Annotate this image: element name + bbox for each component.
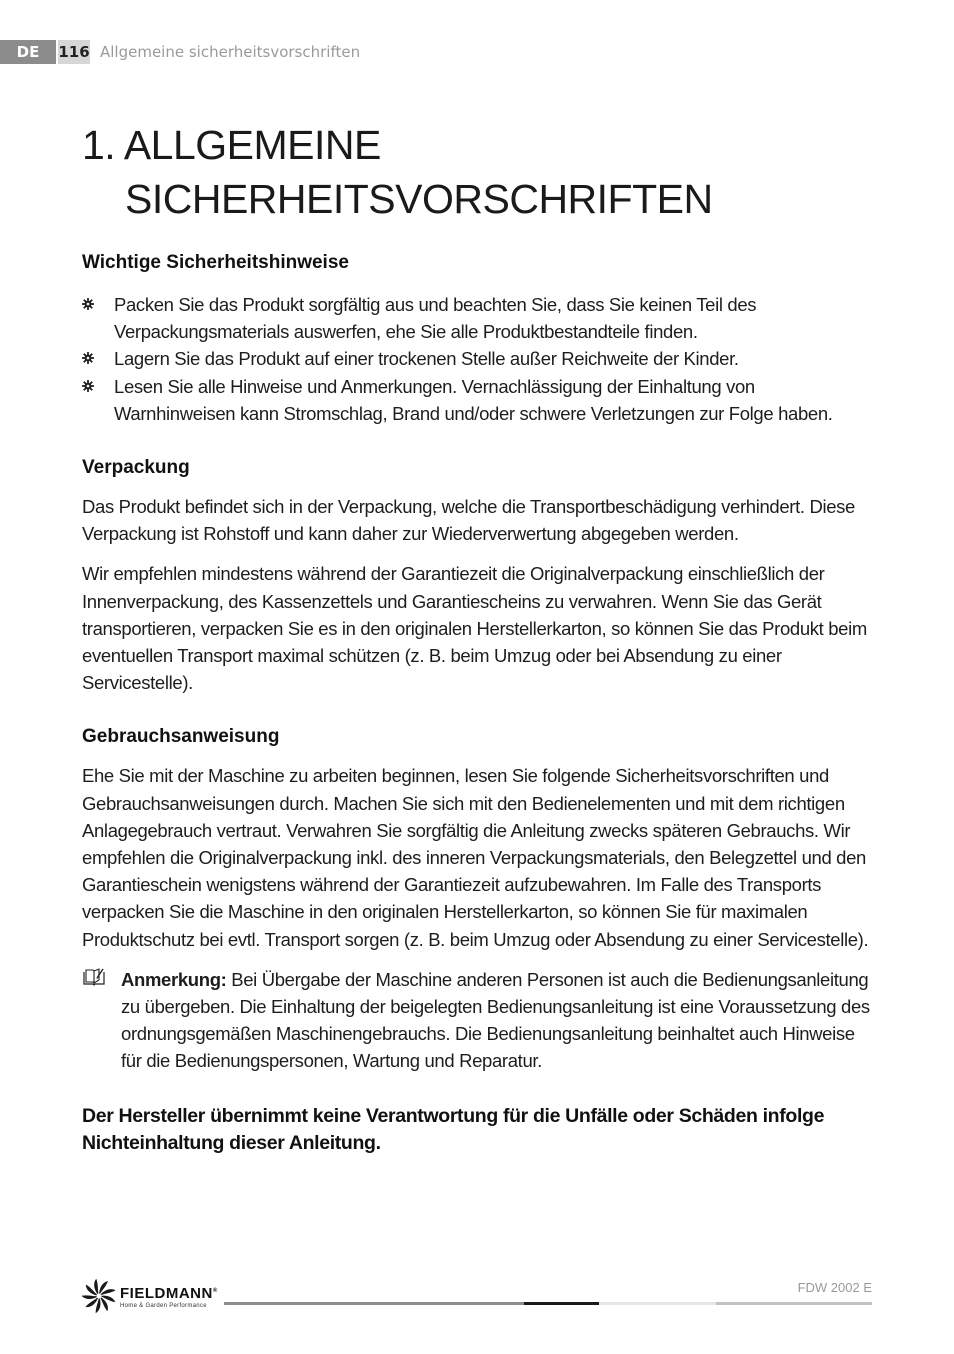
instructions-paragraph: Ehe Sie mit der Maschine zu arbeiten beginnen, lesen Sie folgende Sicherheitsvorschriften und Gebrauchsanweisungen durch. Machen Sie sich mit den Bedienelementen und mit dem richtigen Anlagegebrauch vertraut. Verwahren Sie sorgfältig die Anleitung zwecks späteren Gebrauchs. Wir empfehlen die Originalverpackung inkl. des inneren Verpackungsmaterials, den Belegzettel und den Garantieschein wenigstens während der Garantiezeit aufzubewahren. Im Falle des Transports verpacken Sie die Maschine in den originalen Herstellerkarton, so können Sie für maximalen Produktschutz bei evtl. Transport sorgen (z. B. beim Umzug oder Absendung zu einer Servicestelle). xyxy=(82,765,869,950)
note-paragraph xyxy=(121,966,877,1075)
chapter-title xyxy=(82,118,877,226)
bullet-text: Lagern Sie das Produkt auf einer trockenen Stelle außer Reichweite der Kinder. xyxy=(114,348,739,370)
brand-tagline: Home & Garden Performance xyxy=(120,1302,207,1309)
section-heading-instructions: Gebrauchsanweisung xyxy=(82,726,280,748)
gear-bullet-icon xyxy=(82,298,94,310)
safety-bullet-list xyxy=(82,291,877,427)
section-heading-safety: Wichtige Sicherheitshinweise xyxy=(82,252,349,273)
section-heading-packaging: Verpackung xyxy=(82,457,190,479)
footer-rule-segment xyxy=(524,1302,599,1305)
bullet-text: Lesen Sie alle Hinweise und Anmerkungen. Vernachlässigung der Einhaltung von Warnhinweisen kann Stromschlag, Brand und/oder schwere Verletzungen zur Folge haben. xyxy=(114,375,833,424)
list-item xyxy=(82,345,877,372)
brand-name: FIELDMANN® xyxy=(120,1284,218,1302)
page-number: 116 xyxy=(58,40,90,64)
note-text: Bei Übergabe der Maschine anderen Personen ist auch die Bedienungsanleitung zu übergeben. Die Einhaltung der beigelegten Bedienungsanleitung ist eine Voraussetzung des ordnungsgemäßen Maschinengebrauchs. Die Bedienungsanleitung beinhaltet auch Hinweise für die Bedienungspersonen, Wartung und Reparatur. xyxy=(121,968,870,1072)
page-content xyxy=(82,118,877,1157)
trademark-symbol: ® xyxy=(212,1287,218,1294)
footer-rule-segment xyxy=(599,1302,716,1305)
fan-logo-icon xyxy=(82,1279,116,1313)
brand-logo xyxy=(82,1279,218,1313)
footer-rule-segment xyxy=(716,1302,872,1305)
gear-bullet-icon xyxy=(82,352,94,364)
packaging-paragraph-1: Das Produkt befindet sich in der Verpackung, welche die Transportbeschädigung verhindert. Diese Verpackung ist Rohstoff und kann daher zur Wiederverwertung abgegeben werden. xyxy=(82,496,856,545)
list-item xyxy=(82,373,877,427)
model-number: FDW 2002 E xyxy=(797,1280,872,1295)
page-header xyxy=(0,40,360,64)
book-note-icon xyxy=(83,968,105,986)
gear-bullet-icon xyxy=(82,380,94,392)
running-header-title: Allgemeine sicherheitsvorschriften xyxy=(100,43,361,61)
page-footer xyxy=(82,1276,872,1316)
bullet-text: Packen Sie das Produkt sorgfältig aus und beachten Sie, dass Sie keinen Teil des Verpackungsmaterials auswerfen, ehe Sie alle Produktbestandteile finden. xyxy=(114,294,757,343)
language-badge: DE xyxy=(0,40,56,64)
note-block xyxy=(82,966,877,1075)
list-item xyxy=(82,291,877,345)
chapter-title-line-2: SICHERHEITSVORSCHRIFTEN xyxy=(125,176,713,222)
note-label: Anmerkung: xyxy=(121,968,227,990)
chapter-title-line-1: 1. ALLGEMEINE xyxy=(82,122,381,168)
packaging-paragraph-2: Wir empfehlen mindestens während der Garantiezeit die Originalverpackung einschließlich der Innenverpackung, des Kassenzettels und Garantiescheins zu verwahren. Wenn Sie das Gerät transportieren, verpacken Sie es in den originalen Herstellerkarton, so können Sie das Produkt beim eventuellen Transport maximal schützen (z. B. beim Umzug oder bei Absendung zu einer Servicestelle). xyxy=(82,563,867,694)
disclaimer-statement: Der Hersteller übernimmt keine Verantwortung für die Unfälle oder Schäden infolge Nichteinhaltung dieser Anleitung. xyxy=(82,1104,825,1154)
footer-rule-segment xyxy=(224,1302,524,1305)
